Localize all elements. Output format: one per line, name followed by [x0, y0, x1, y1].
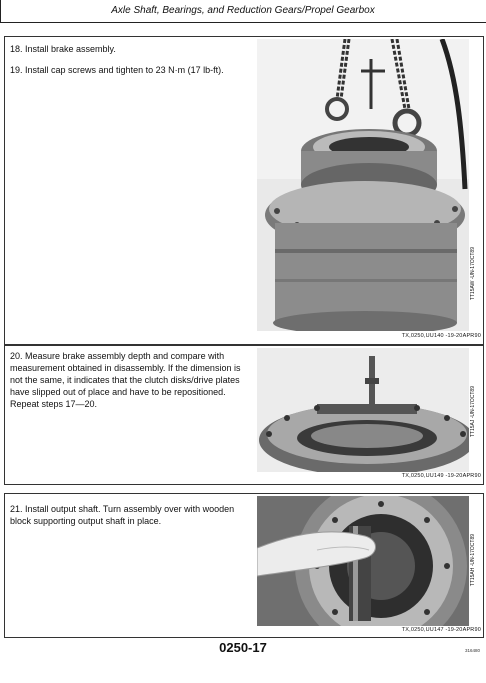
photo-side-code: TT15AW -UN-17OCT89: [470, 247, 476, 301]
step-20-text: 20. Measure brake assembly depth and compare with measurement obtained in disassembly. If the dimension is not the same, it indicates that the clutch disks/drive plates have slipped out of place and have to be repositioned. Repeat steps 17—20.: [10, 351, 241, 409]
photo-caption: TX,0250,UU140 -19-20APR90: [401, 333, 481, 339]
brake-depth-photo: [257, 348, 469, 472]
page-header: [0, 0, 486, 23]
photo-side-code: TT15AH -UN-17OCT89: [470, 534, 476, 587]
step-text-block: [10, 350, 250, 419]
step-text-block: [10, 503, 250, 536]
step-section-2: [4, 345, 484, 485]
step-18-text: 18. Install brake assembly.: [10, 44, 116, 54]
step-text-block: [10, 43, 250, 85]
step-section-1: [4, 36, 484, 345]
photo-caption: TX,0250,UU149 -19-20APR90: [401, 473, 481, 479]
photo-side-code: TT15AJ -UN-17OCT89: [470, 386, 476, 438]
step-section-3: [4, 493, 484, 638]
step-19-text: 19. Install cap screws and tighten to 23 N·m (17 lb-ft).: [10, 65, 224, 75]
output-shaft-photo: [257, 496, 469, 626]
footer-code: 316480: [464, 648, 480, 653]
page-title: Axle Shaft, Bearings, and Reduction Gears/Propel Gearbox: [111, 5, 375, 16]
brake-assembly-photo: [257, 39, 469, 331]
page-number: 0250-17: [219, 640, 267, 655]
photo-caption: TX,0250,UU147 -19-20APR90: [401, 627, 481, 633]
step-21-text: 21. Install output shaft. Turn assembly over with wooden block supporting output shaft in place.: [10, 504, 235, 526]
